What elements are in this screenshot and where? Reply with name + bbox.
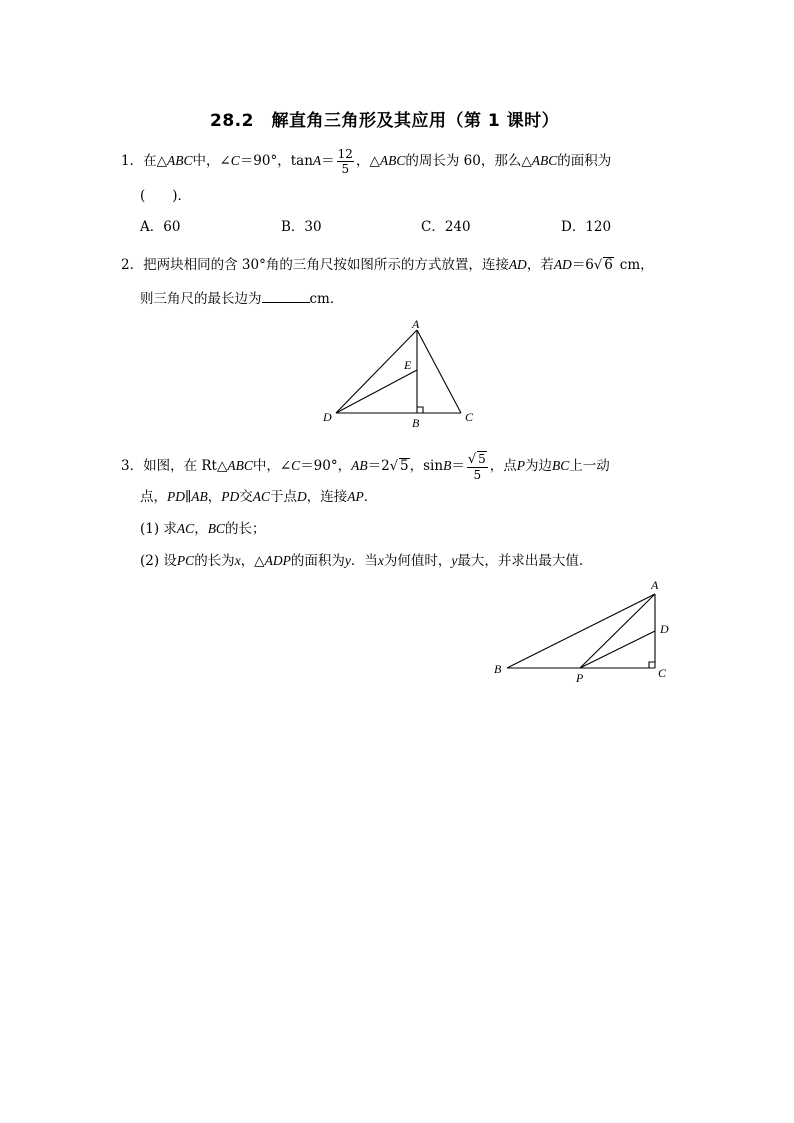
question-3-part-2 bbox=[140, 552, 592, 570]
q3-text: 的长为 bbox=[194, 553, 235, 569]
q3-math: ABC bbox=[227, 458, 253, 473]
q3-text: (1) 求 bbox=[140, 521, 177, 537]
right-angle-mark bbox=[649, 662, 655, 668]
q3-math: D bbox=[297, 489, 307, 504]
q3-math: BC bbox=[552, 458, 570, 473]
q3-text: 为边 bbox=[525, 458, 552, 474]
q3-math: PD bbox=[221, 489, 240, 504]
q3-text: 的长； bbox=[224, 521, 266, 537]
question-number: 2． bbox=[121, 257, 144, 273]
q2-text: ，若 bbox=[526, 257, 554, 273]
fraction-numerator bbox=[467, 451, 488, 468]
q3-text: ，sin bbox=[409, 458, 444, 474]
q3-math: PC bbox=[176, 553, 195, 568]
q1-text: ＝ bbox=[321, 153, 335, 169]
question-1-answer-bracket: ( )． bbox=[140, 188, 192, 204]
q3-text: 于点 bbox=[270, 489, 298, 505]
q2-text: ＝6 bbox=[571, 257, 594, 273]
segment-de bbox=[336, 370, 417, 413]
q1-text: 中，∠ bbox=[192, 153, 231, 169]
q3-text: ∥ bbox=[185, 489, 192, 505]
label-d: D bbox=[660, 622, 669, 636]
fraction-denominator: 5 bbox=[473, 468, 482, 482]
label-p: P bbox=[576, 671, 584, 684]
question-3-line-1 bbox=[121, 451, 610, 482]
q3-text: ， bbox=[194, 521, 208, 537]
q3-text: 上一动 bbox=[569, 458, 610, 474]
q3-math: BC bbox=[207, 521, 225, 536]
figure-right-triangle-abc bbox=[488, 576, 674, 684]
q3-text: 交 bbox=[239, 489, 253, 505]
right-angle-mark bbox=[417, 407, 423, 413]
q3-math: x bbox=[377, 553, 384, 568]
radical-sign: √ bbox=[593, 258, 603, 273]
q2-math: AD bbox=[553, 257, 572, 272]
q1-math: ABC bbox=[379, 153, 406, 168]
figure-two-triangles bbox=[318, 318, 478, 430]
q3-math: AB bbox=[191, 489, 208, 504]
q3-text: ＝90°， bbox=[300, 458, 352, 474]
q3-text: ＝ bbox=[451, 458, 465, 474]
q1-text: ，△ bbox=[355, 153, 380, 169]
q3-text: 点， bbox=[140, 489, 167, 505]
q3-math: AB bbox=[351, 458, 368, 473]
radicand: 5 bbox=[478, 452, 486, 466]
q3-text: 为何值时， bbox=[383, 553, 452, 569]
q3-text: ，连接 bbox=[306, 489, 348, 505]
q3-text: 如图，在 Rt△ bbox=[143, 458, 228, 474]
q3-math: AC bbox=[252, 489, 271, 504]
label-c: C bbox=[465, 410, 474, 424]
page-title: 28.2 解直角三角形及其应用（第 1 课时） bbox=[210, 111, 560, 131]
q1-text: 的面积为 bbox=[557, 153, 612, 169]
q1-text: 的周长为 60，那么△ bbox=[405, 153, 532, 169]
q2-text: 把两块相同的含 30°角的三角尺按如图所示的方式放置，连接 bbox=[143, 257, 509, 273]
label-a: A bbox=[651, 578, 659, 592]
segment-ba bbox=[507, 594, 655, 668]
fraction bbox=[467, 451, 488, 482]
q3-text: ，△ bbox=[240, 553, 265, 569]
q3-math: x bbox=[234, 553, 241, 568]
q3-text: (2) 设 bbox=[140, 553, 177, 569]
q3-math: C bbox=[291, 458, 301, 473]
q3-math: AC bbox=[176, 521, 195, 536]
q3-math: ADP bbox=[264, 553, 291, 568]
question-number: 3． bbox=[121, 458, 144, 474]
q1-math: ABC bbox=[166, 153, 193, 168]
q1-math: A bbox=[312, 153, 322, 168]
fraction-numerator: 12 bbox=[337, 147, 353, 161]
radicand: 6 bbox=[604, 257, 613, 273]
q2-text: cm． bbox=[309, 291, 344, 307]
q2-math: AD bbox=[508, 257, 527, 272]
q3-text: ， bbox=[207, 489, 222, 505]
q1-text: 在△ bbox=[143, 153, 167, 169]
answer-blank bbox=[262, 290, 310, 303]
q1-math: ABC bbox=[531, 153, 558, 168]
question-3-line-2 bbox=[140, 488, 377, 506]
radical-sign: √ bbox=[467, 452, 477, 467]
question-2-line-2 bbox=[140, 290, 343, 308]
option-c: C．240 bbox=[421, 219, 471, 235]
q1-text: ＝90°，tan bbox=[239, 153, 313, 169]
segment-ac bbox=[417, 330, 461, 413]
q2-text: cm， bbox=[619, 257, 654, 273]
option-d: D．120 bbox=[561, 219, 612, 235]
segment-ap bbox=[580, 594, 655, 668]
segment-pd bbox=[580, 631, 655, 668]
question-2-line-1 bbox=[121, 256, 654, 275]
label-b: B bbox=[494, 662, 502, 676]
fraction-denominator: 5 bbox=[341, 162, 350, 176]
label-e: E bbox=[404, 358, 412, 372]
q3-text: ，点 bbox=[489, 458, 517, 474]
option-b: B．30 bbox=[281, 219, 322, 235]
q3-text: 最大，并求出最大值． bbox=[457, 553, 593, 569]
q3-text: ．当 bbox=[350, 553, 378, 569]
q3-text: ． bbox=[363, 489, 378, 505]
fraction bbox=[337, 147, 354, 176]
radicand: 5 bbox=[400, 458, 409, 474]
q3-text: 的面积为 bbox=[290, 553, 345, 569]
q1-math: C bbox=[230, 153, 240, 168]
q3-math: PD bbox=[167, 489, 185, 504]
question-3-part-1 bbox=[140, 520, 265, 538]
label-a: A bbox=[412, 318, 420, 331]
q3-math: P bbox=[516, 458, 525, 473]
q3-text: ＝2 bbox=[367, 458, 390, 474]
q3-math: y bbox=[344, 553, 351, 568]
question-number: 1． bbox=[121, 153, 144, 169]
radical-sign: √ bbox=[389, 459, 399, 474]
q2-text: 则三角尺的最长边为 bbox=[140, 291, 262, 307]
label-c: C bbox=[658, 666, 667, 680]
q3-math: AP bbox=[347, 489, 364, 504]
q3-text: 中，∠ bbox=[252, 458, 292, 474]
q3-math: B bbox=[443, 458, 452, 473]
label-b: B bbox=[412, 416, 420, 430]
q3-math: y bbox=[451, 553, 458, 568]
question-1-line-1 bbox=[121, 147, 611, 176]
option-a: A．60 bbox=[140, 219, 181, 235]
label-d: D bbox=[323, 410, 332, 424]
